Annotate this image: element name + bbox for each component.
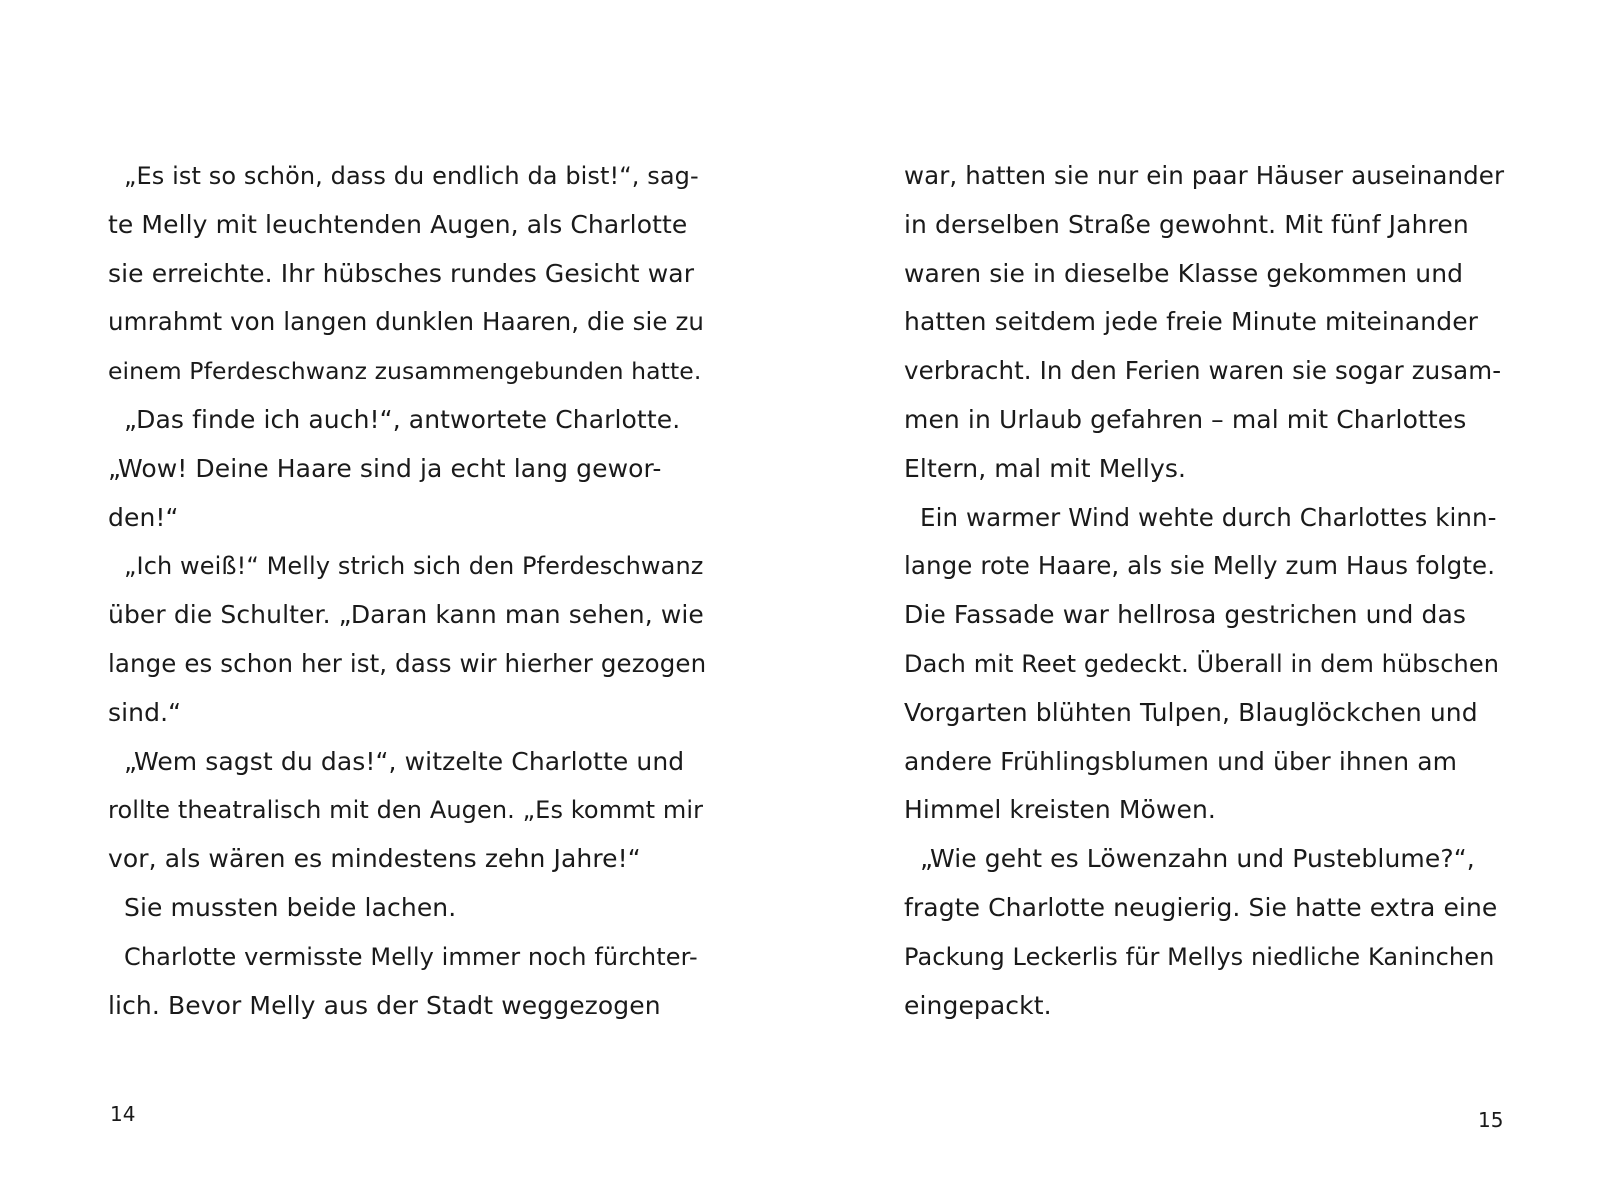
text-line: war, hatten sie nur ein paar Häuser auseinander bbox=[904, 161, 1505, 190]
text-line: hatten seitdem jede freie Minute miteinander bbox=[904, 307, 1479, 337]
text-line: fragte Charlotte neugierig. Sie hatte extra eine bbox=[904, 892, 1498, 922]
text-line: vor, als wären es mindestens zehn Jahre!“ bbox=[108, 844, 641, 874]
text-line: Dach mit Reet gedeckt. Überall in dem hübschen bbox=[904, 649, 1500, 678]
text-line: Sie mussten beide lachen. bbox=[124, 892, 457, 922]
right-page-text bbox=[904, 152, 1504, 1030]
text-line: sind.“ bbox=[108, 697, 182, 727]
text-line: eingepackt. bbox=[904, 990, 1052, 1020]
text-line: „Ich weiß!“ Melly strich sich den Pferdeschwanz bbox=[124, 552, 704, 581]
text-line: „Wow! Deine Haare sind ja echt lang gewor- bbox=[108, 453, 662, 483]
text-line: „Das finde ich auch!“, antwortete Charlotte. bbox=[124, 404, 681, 434]
text-line: waren sie in dieselbe Klasse gekommen und bbox=[904, 258, 1464, 288]
text-line: in derselben Straße gewohnt. Mit fünf Jahren bbox=[904, 209, 1469, 239]
text-line: rollte theatralisch mit den Augen. „Es kommt mir bbox=[108, 796, 704, 825]
text-line: umrahmt von langen dunklen Haaren, die sie zu bbox=[108, 307, 705, 337]
text-line: lange rote Haare, als sie Melly zum Haus folgte. bbox=[904, 551, 1496, 581]
page-number-right: 15 bbox=[1478, 1108, 1504, 1132]
text-line: Die Fassade war hellrosa gestrichen und das bbox=[904, 600, 1467, 630]
page-number-left: 14 bbox=[110, 1102, 136, 1126]
text-line: verbracht. In den Ferien waren sie sogar zusam- bbox=[904, 356, 1502, 386]
text-line: men in Urlaub gefahren – mal mit Charlottes bbox=[904, 404, 1467, 434]
text-line: Himmel kreisten Möwen. bbox=[904, 795, 1216, 825]
text-line: sie erreichte. Ihr hübsches rundes Gesicht war bbox=[108, 258, 695, 288]
text-line: „Wie geht es Löwenzahn und Pusteblume?“, bbox=[920, 844, 1475, 874]
text-line: den!“ bbox=[108, 502, 179, 532]
right-page bbox=[800, 0, 1600, 1186]
text-line: einem Pferdeschwanz zusammengebunden hatte. bbox=[108, 357, 702, 386]
text-line: Ein warmer Wind wehte durch Charlottes kinn- bbox=[920, 502, 1497, 532]
text-line: Charlotte vermisste Melly immer noch fürchter- bbox=[124, 942, 698, 971]
text-line: Vorgarten blühten Tulpen, Blauglöckchen und bbox=[904, 697, 1478, 727]
text-line: Packung Leckerlis für Mellys niedliche Kaninchen bbox=[904, 942, 1495, 971]
text-line: über die Schulter. „Daran kann man sehen, wie bbox=[108, 600, 704, 630]
text-line: lich. Bevor Melly aus der Stadt weggezogen bbox=[108, 990, 661, 1020]
text-line: „Wem sagst du das!“, witzelte Charlotte und bbox=[124, 746, 685, 776]
left-page-text bbox=[108, 152, 708, 1030]
text-line: „Es ist so schön, dass du endlich da bist!“, sag- bbox=[124, 162, 699, 190]
text-line: Eltern, mal mit Mellys. bbox=[904, 453, 1187, 483]
text-line: te Melly mit leuchtenden Augen, als Charlotte bbox=[108, 209, 688, 239]
text-line: andere Frühlingsblumen und über ihnen am bbox=[904, 746, 1458, 776]
text-line: lange es schon her ist, dass wir hierher gezogen bbox=[108, 648, 707, 678]
